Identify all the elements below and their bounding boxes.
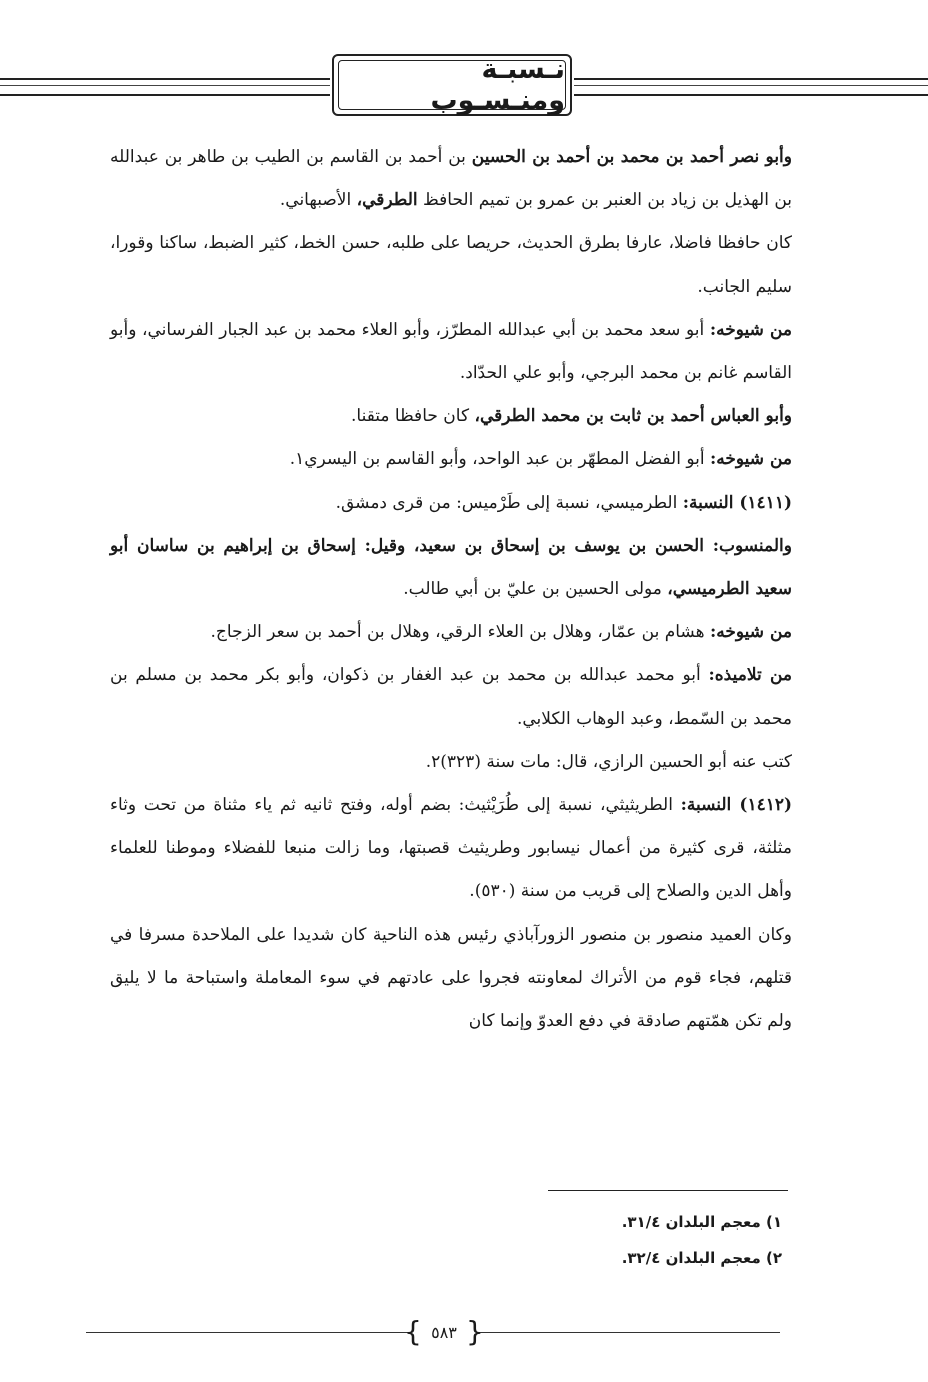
paragraph-text: كان حافظا متقنا. (350, 406, 475, 427)
page-header (0, 52, 928, 124)
paragraph (110, 784, 792, 914)
footer-rule-right (480, 1332, 780, 1333)
paragraph (110, 525, 792, 611)
main-text (110, 136, 792, 1043)
paragraph-text: مولى الحسين بن عليّ بن أبي طالب. (403, 579, 668, 600)
footer-rule-left (86, 1332, 408, 1333)
paragraph (110, 309, 792, 395)
entry-name: وأبو العباس أحمد بن ثابت بن محمد الطرقي، (474, 406, 792, 427)
page-footer (0, 1315, 928, 1348)
paragraph-text: هشام بن عمّار، وهلال بن العلاء الرقي، وهلال بن أحمد بن سعر الزجاج. (210, 622, 710, 643)
paragraph-text: الطريثيثي، نسبة إلى طُرَيْثيث: بضم أوله، وفتح ثانيه ثم ياء مثناة من تحت وثاء مثلثة، قرى كثيرة من أعمال نيسابور وطريثيث قصبتها، وما زالت منبعا للفضلاء وموطنا للعلماء وأهل الدين والصلاح إلى قريب من سنة (٥٣٠). (110, 795, 792, 902)
header-rule-left (0, 78, 330, 96)
brace-right-icon: } (466, 1315, 484, 1348)
paragraph: وكان العميد منصور بن منصور الزورآباذي رئيس هذه الناحية كان شديدا على الملاحدة مسرفا في قتلهم، فجاء قوم من الأتراك لمعاونته فجروا على عادتهم في سوء المعاملة واستباحة ما لا يليق ولم تكن همّتهم صادقة في دفع العدوّ وإنما كان (110, 924, 792, 1032)
paragraph (110, 136, 792, 222)
header-rule-right (574, 78, 928, 96)
paragraph-text: الأصبهاني. (279, 190, 357, 211)
footnote: ١) معجم البلدان ٣١/٤. (621, 1213, 782, 1231)
section-label: من شيوخه: (709, 622, 792, 643)
paragraph (110, 482, 792, 525)
section-label: من شيوخه: (709, 319, 792, 340)
paragraph-text: الطرميسي، نسبة إلى طَرْميس: من قرى دمشق. (335, 492, 683, 513)
footnotes (400, 1204, 782, 1276)
paragraph: كان حافظا فاضلا، عارفا بطرق الحديث، حريصا على طلبه، حسن الخط، كثير الضبط، ساكنا وقورا، سليم الجانب. (110, 233, 792, 297)
entry-number-label: (١٤١٢) النسبة: (680, 795, 793, 816)
entry-nisba: الطرقي، (356, 190, 418, 211)
page-title: نـسبـة ومنـسـوب (430, 54, 565, 116)
entry-name: والمنسوب: الحسن بن يوسف بن إسحاق بن سعيد، وقيل: إسحاق بن إبراهيم بن ساسان أبو سعيد الطرميسي، (110, 535, 792, 600)
paragraph (110, 395, 792, 438)
paragraph (110, 654, 792, 740)
paragraph (110, 611, 792, 654)
footnote: ٢) معجم البلدان ٣٢/٤. (621, 1249, 782, 1267)
title-frame (332, 54, 572, 116)
title-frame-inner (338, 54, 566, 116)
section-label: من شيوخه: (709, 449, 792, 470)
entry-number-label: (١٤١١) النسبة: (682, 492, 792, 513)
entry-name: وأبو نصر أحمد بن محمد بن أحمد بن الحسين (471, 147, 792, 167)
footnote-separator (548, 1190, 788, 1191)
brace-left-icon: { (404, 1315, 422, 1348)
paragraph-text: أبو سعد محمد بن أبي عبدالله المطرّز، وأبو العلاء محمد بن عبد الجبار الفرساني، وأبو القاسم غانم بن محمد البرجي، وأبو علي الحدّاد. (110, 319, 792, 384)
paragraph: كتب عنه أبو الحسين الرازي، قال: مات سنة (٣٢٣)٢. (425, 751, 792, 772)
paragraph-text: بن أحمد بن القاسم بن الطيب بن طاهر بن عبدالله بن الهذيل بن زياد بن العنبر بن عمرو بن تميم الحافظ (110, 147, 792, 211)
paragraph-text: أبو محمد عبدالله بن محمد بن عبد الغفار بن ذكوان، وأبو بكر محمد بن مسلم بن محمد بن السّمط، وعبد الوهاب الكلابي. (110, 665, 792, 729)
section-label: من تلاميذه: (708, 665, 793, 686)
page-number: ٥٨٣ (431, 1323, 457, 1342)
paragraph (110, 438, 792, 481)
paragraph-text: أبو الفضل المطهّر بن عبد الواحد، وأبو القاسم بن اليسري١. (289, 449, 710, 470)
